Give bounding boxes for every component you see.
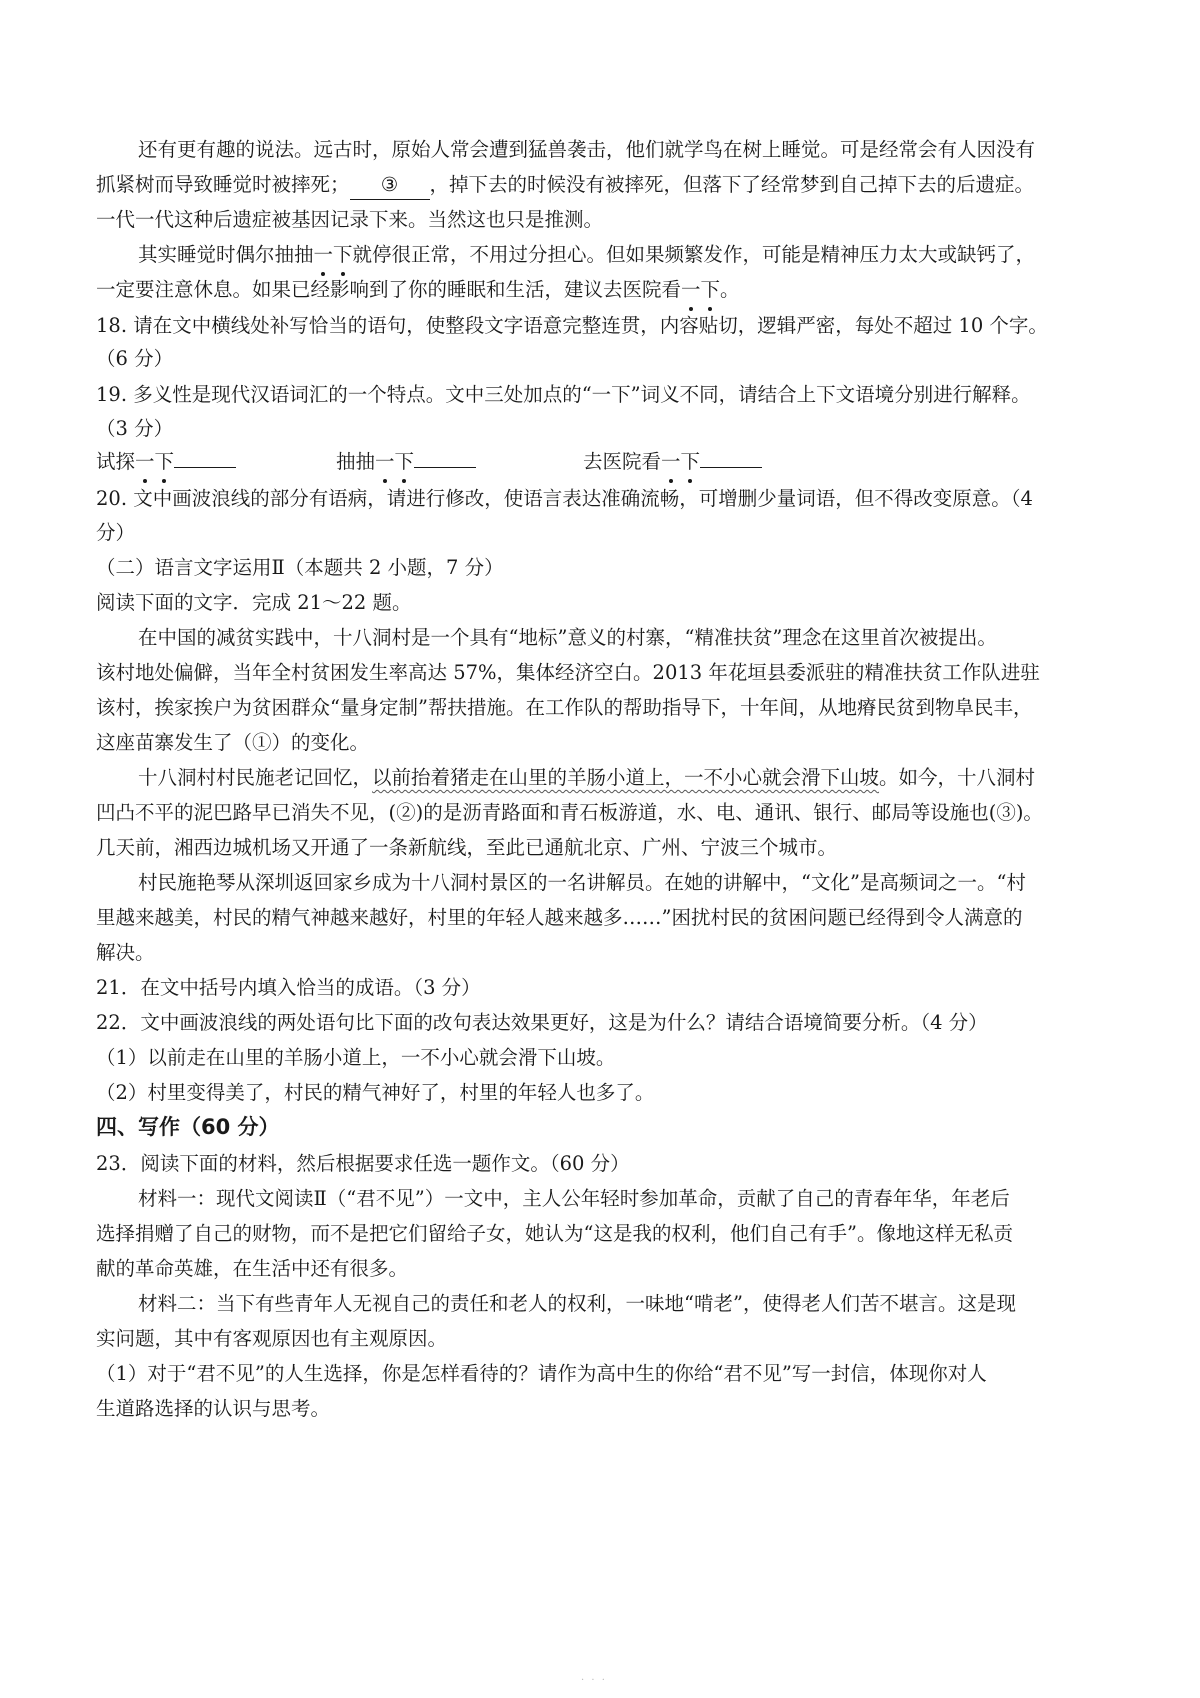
question-20-score: 分） [96, 521, 136, 544]
answer-line-3: 去医院看一下 [583, 448, 762, 476]
question-21: 21．在文中括号内填入恰当的成语。（3 分） [96, 976, 481, 999]
wavy-underlined-text: 以前抬着猪走在山里的羊肠小道上，一不小心就会滑下山坡 [372, 766, 880, 789]
emphasis-dot-char: 下 [701, 276, 721, 304]
answer-blank[interactable] [174, 449, 236, 468]
question-19-score: （3 分） [96, 417, 174, 440]
material-2: 实问题，其中有客观原因也有主观原因。 [96, 1327, 448, 1350]
para-text: 还有更有趣的说法。远古时，原始人常会遭到猛兽袭击，他们就学鸟在树上睡觉。可是经常会有人因没有 [138, 138, 1036, 161]
question-22-sentence-1: （1）以前走在山里的羊肠小道上，一不小心就会滑下山坡。 [96, 1046, 616, 1069]
para-text: 其实睡觉时偶尔抽抽一下就停很正常，不用过分担心。但如果频繁发作，可能是精神压力太大或缺钙了， [138, 241, 1035, 269]
answer-blank[interactable] [700, 449, 762, 468]
footer-mark: · · · [581, 1675, 607, 1686]
material-1: 献的革命英雄，在生活中还有很多。 [96, 1257, 409, 1280]
task-1: （1）对于“君不见”的人生选择，你是怎样看待的？请作为高中生的你给“君不见”写一封信，体现你对人 [96, 1362, 987, 1385]
answer-line-1: 试探一下 [96, 448, 236, 476]
para-text: 村民施艳琴从深圳返回家乡成为十八洞村景区的一名讲解员。在她的讲解中，“文化”是高频词之一。“村 [138, 871, 1026, 894]
section-title: （二）语言文字运用Ⅱ（本题共 2 小题，7 分） [96, 556, 504, 579]
para-text: 抓紧树而导致睡觉时被摔死； ③ ，掉下去的时候没有被摔死，但落下了经常梦到自己掉下去的后遗症。 [96, 171, 1034, 200]
question-22: 22．文中画波浪线的两处语句比下面的改句表达效果更好，这是为什么？请结合语境简要分析。（4 分） [96, 1011, 988, 1034]
para-text: 该村地处偏僻，当年全村贫困发生率高达 57%，集体经济空白。2013 年花垣县委派驻的精准扶贫工作队进驻 [96, 661, 1040, 684]
para-text: 该村，挨家挨户为贫困群众“量身定制”帮扶措施。在工作队的帮助指导下，十年间，从地瘠民贫到物阜民丰， [96, 696, 1033, 719]
emphasis-dot-char: 下 [333, 241, 353, 269]
emphasis-dot-char: 一 [314, 241, 334, 269]
material-2: 材料二：当下有些青年人无视自己的责任和老人的权利，一味地“啃老”，使得老人们苦不堪言。这是现 [138, 1292, 1016, 1315]
blank-3: ③ [350, 171, 430, 200]
section-intro: 阅读下面的文字．完成 21～22 题。 [96, 591, 412, 614]
question-20: 20. 文中画波浪线的部分有语病，请进行修改，使语言表达准确流畅，可增删少量词语，但不得改变原意。（4 [96, 487, 1033, 510]
para-text: 十八洞村村民施老记回忆，以前抬着猪走在山里的羊肠小道上，一不小心就会滑下山坡。如今，十八洞村 [138, 766, 1036, 789]
question-23: 23．阅读下面的材料，然后根据要求任选一题作文。（60 分） [96, 1152, 630, 1175]
emphasis-dot-char: 一 [681, 276, 701, 304]
para-text: 几天前，湘西边城机场又开通了一条新航线，至此已通航北京、广州、宁波三个城市。 [96, 836, 838, 859]
task-1: 生道路选择的认识与思考。 [96, 1397, 331, 1420]
question-18: 18. 请在文中横线处补写恰当的语句，使整段文字语意完整连贯，内容贴切，逻辑严密，每处不超过 10 个字。 [96, 314, 1048, 337]
material-1: 选择捐赠了自己的财物，而不是把它们留给子女，她认为“这是我的权利，他们自己有手”。像地这样无私贡 [96, 1222, 1013, 1245]
question-22-sentence-2: （2）村里变得美了，村民的精气神好了，村里的年轻人也多了。 [96, 1081, 655, 1104]
para-text: 凹凸不平的泥巴路早已消失不见，(②)的是沥青路面和青石板游道，水、电、通讯、银行、邮局等设施也(③)。 [96, 801, 1043, 824]
question-19: 19. 多义性是现代汉语词汇的一个特点。文中三处加点的“一下”词义不同，请结合上下文语境分别进行解释。 [96, 383, 1031, 406]
para-text: 在中国的减贫实践中，十八洞村是一个具有“地标”意义的村寨，“精准扶贫”理念在这里首次被提出。 [138, 626, 997, 649]
para-text: 解决。 [96, 941, 155, 964]
question-18-score: （6 分） [96, 347, 174, 370]
answer-blank[interactable] [414, 449, 476, 468]
para-text: 一定要注意休息。如果已经影响到了你的睡眠和生活，建议去医院看一下。 [96, 276, 740, 304]
section-heading-writing: 四、写作（60 分） [96, 1115, 280, 1139]
para-text: 这座苗寨发生了（①）的变化。 [96, 731, 370, 754]
answer-line-2: 抽抽一下 [336, 448, 476, 476]
para-text: 里越来越美，村民的精气神越来越好，村里的年轻人越来越多……”困扰村民的贫困问题已经得到令人满意的 [96, 906, 1023, 929]
material-1: 材料一：现代文阅读Ⅱ（“君不见”）一文中，主人公年轻时参加革命，贡献了自己的青春年华，年老后 [138, 1187, 1010, 1210]
para-text: 一代一代这种后遗症被基因记录下来。当然这也只是推测。 [96, 208, 604, 231]
